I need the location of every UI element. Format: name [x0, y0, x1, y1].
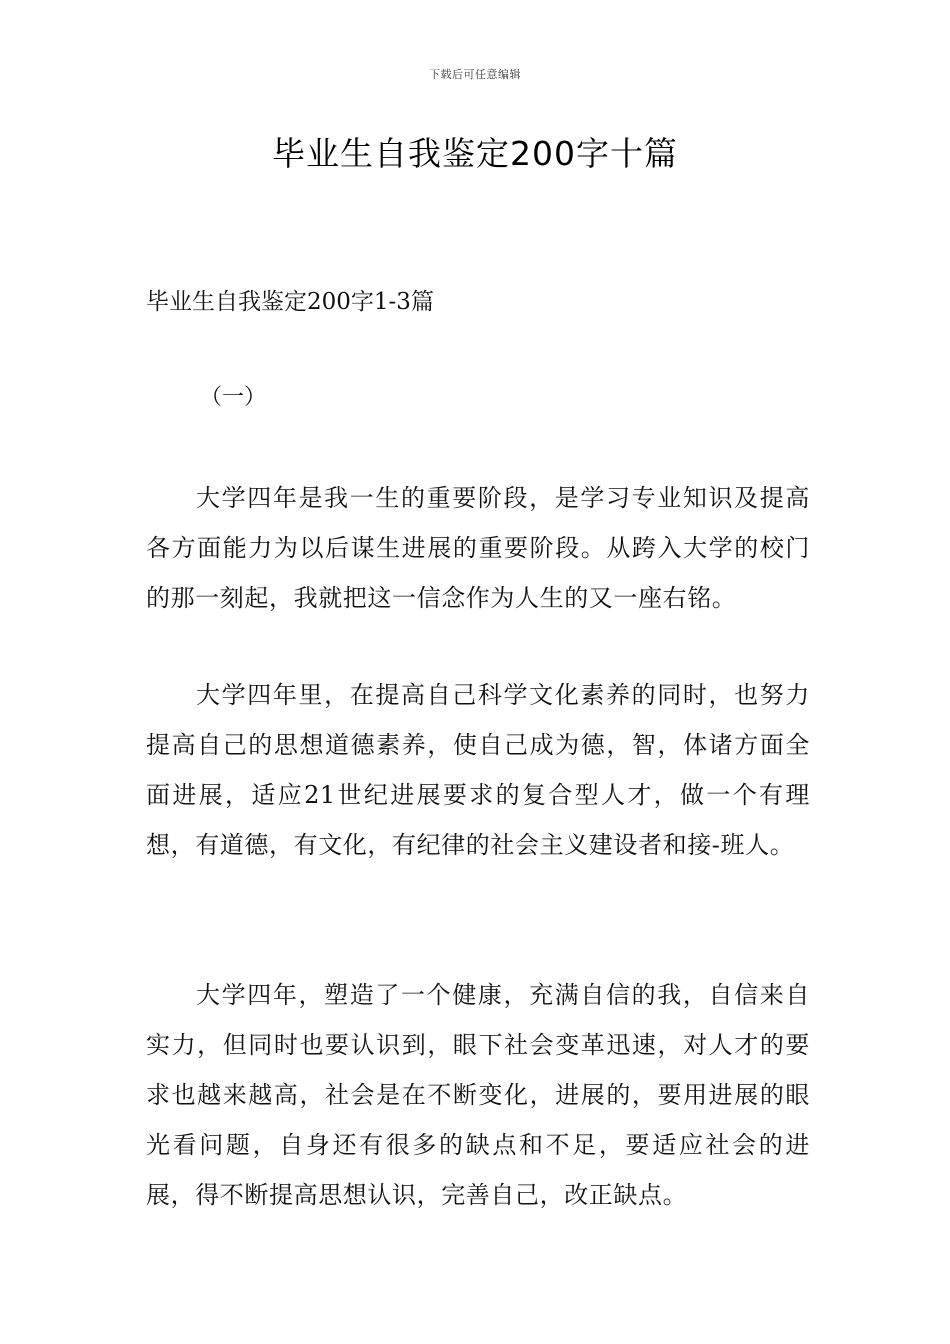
section-title: 毕业生自我鉴定200字1-3篇 [146, 289, 434, 315]
document-title: 毕业生自我鉴定200字十篇 [272, 134, 678, 173]
header-note: 下载后可任意编辑 [429, 68, 521, 81]
paragraph-1: 大学四年是我一生的重要阶段，是学习专业知识及提高各方面能力为以后谋生进展的重要阶段。从跨入大学的校门的那一刻起，我就把这一信念作为人生的又一座右铭。 [146, 484, 810, 612]
paragraph-3: 大学四年，塑造了一个健康，充满自信的我，自信来自实力，但同时也要认识到，眼下社会变革迅速，对人才的要求也越来越高，社会是在不断变化，进展的，要用进展的眼光看问题，自身还有很多的缺点和不足，要适应社会的进展，得不断提高思想认识，完善自己，改正缺点。 [146, 981, 810, 1209]
paragraph-2: 大学四年里，在提高自己科学文化素养的同时，也努力提高自己的思想道德素养，使自己成为德，智，体诸方面全面进展，适应21世纪进展要求的复合型人才，做一个有理想，有道德，有文化，有纪律的社会主义建设者和接-班人。 [146, 681, 810, 859]
sub-section-marker: （一） [200, 385, 267, 410]
